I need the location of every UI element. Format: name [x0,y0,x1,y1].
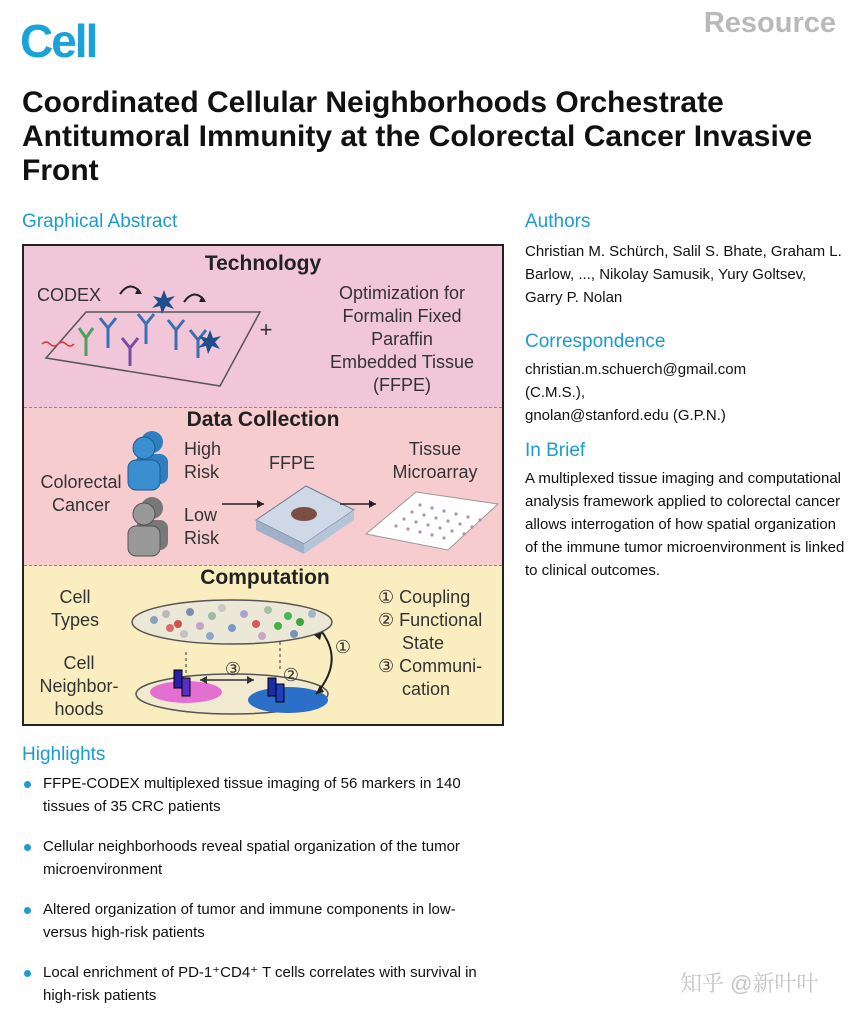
highlight-item: Altered organization of tumor and immune components in low- versus high-risk patients [22,898,502,944]
highlights-heading: Highlights [22,744,106,765]
graphical-abstract [22,244,504,726]
highlight-item: Cellular neighborhoods reveal spatial organization of the tumor microenvironment [22,835,502,881]
correspondence-heading: Correspondence [525,331,666,352]
plus-sign: + [259,317,273,342]
functional-state-item: ② Functional [378,610,483,630]
cell-types-label: Cell Types [50,587,100,630]
highlight-item: Local enrichment of PD-1⁺CD4⁺ T cells correlates with survival in high-risk patients [22,961,502,1007]
tissue-microarray-label: Tissue Microarray [392,439,478,482]
tissue-microarray-icon [366,492,498,550]
article-title: Coordinated Cellular Neighborhoods Orchestrate Antitumoral Immunity at the Colorectal Cancer Invasive Front [22,86,813,187]
ffpe-block-icon [256,486,354,554]
data-collection-illustration [24,408,504,566]
technology-panel [24,246,502,408]
authors-list: Christian M. Schürch, Salil S. Bhate, Graham L. Barlow, ..., Nikolay Samusik, Yury Goltsev, Garry P. Nolan [525,243,842,306]
in-brief-heading: In Brief [525,440,586,461]
low-risk-label: Low Risk [184,505,219,548]
high-risk-patients-icon [128,431,168,490]
graphical-abstract-heading: Graphical Abstract [22,211,178,232]
email-nolan[interactable]: gnolan@stanford.edu (G.P.N.) [525,407,726,424]
ffpe-optimization-text: Optimization for Formalin Fixed Paraffin Embedded Tissue (FFPE) [329,283,475,395]
journal-logo: Cell [20,15,97,67]
article-type-label: Resource [703,7,836,39]
codex-label: CODEX [37,285,102,305]
data-collection-panel [24,408,502,566]
colorectal-cancer-label: Colorectal Cancer [40,472,122,515]
technology-title: Technology [204,252,322,275]
computation-panel [24,566,502,726]
computation-items: ① Coupling ② Functional State ③ Communi- cation [378,586,502,701]
email-schuerch[interactable]: christian.m.schuerch@gmail.com [525,361,747,378]
coupling-marker: ① [334,637,352,657]
communication-item: ③ Communi- [378,656,483,676]
cell-neighborhoods-label: Cell Neighbor- hoods [39,653,119,719]
communication-marker: ③ [224,659,242,679]
in-brief-text: A multiplexed tissue imaging and computational analysis framework applied to colorectal cancer allows interrogation of how spatial organization of the immune tumor microenvironment is linked to clinical outcomes. [525,470,845,579]
functional-state-marker: ② [282,665,300,685]
data-collection-title: Data Collection [186,408,340,431]
highlights-list [22,772,502,1018]
computation-title: Computation [200,566,330,589]
authors-heading: Authors [525,211,591,232]
watermark: 知乎 @新叶叶 [680,971,819,996]
high-risk-label: High Risk [184,439,222,482]
ffpe-label: FFPE [268,453,315,473]
low-risk-patients-icon [128,497,168,556]
correspondence-emails: christian.m.schuerch@gmail.com (C.M.S.), gnolan@stanford.edu (G.P.N.) [525,358,845,427]
highlight-item: FFPE-CODEX multiplexed tissue imaging of 56 markers in 140 tissues of 35 CRC patients [22,772,502,818]
coupling-item: ① Coupling [378,587,471,607]
